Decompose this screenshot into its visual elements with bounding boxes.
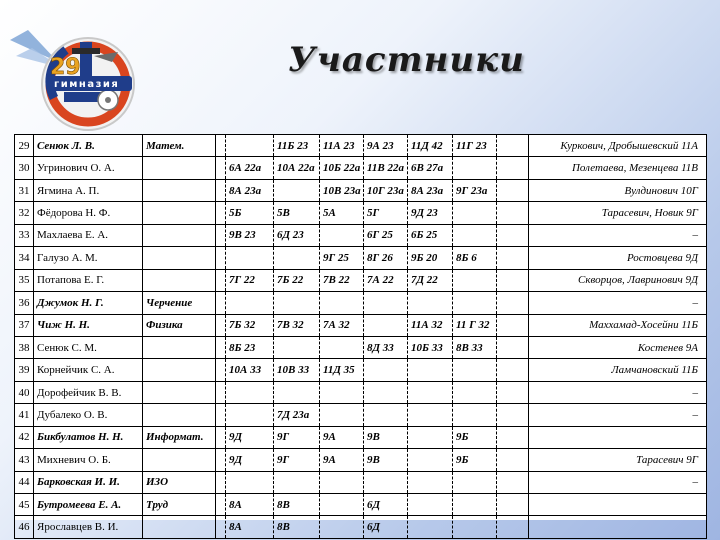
participants-table-sheet (14, 134, 706, 534)
class-cell (453, 202, 497, 224)
spacer-cell (497, 224, 529, 246)
class-cell (453, 404, 497, 426)
spacer-cell (497, 426, 529, 448)
teacher-name: Барковская И. И. (34, 471, 143, 493)
class-cell (453, 292, 497, 314)
table-row (15, 247, 707, 269)
class-cell: 7А 22 (364, 269, 408, 291)
class-cell (320, 471, 364, 493)
teacher-name: Махлаева Е. А. (34, 224, 143, 246)
class-cell (364, 381, 408, 403)
class-cell: 11Г 23 (453, 135, 497, 157)
spacer-cell (216, 516, 226, 538)
subject: ИЗО (143, 471, 216, 493)
class-cell (226, 292, 274, 314)
row-number: 45 (15, 494, 34, 516)
row-number: 36 (15, 292, 34, 314)
class-cell: 10Г 23а (364, 179, 408, 201)
class-cell (408, 292, 453, 314)
table-row (15, 381, 707, 403)
class-cell (320, 381, 364, 403)
class-cell: 10А 33 (226, 359, 274, 381)
class-cell: 11Д 35 (320, 359, 364, 381)
students-cell: – (529, 224, 707, 246)
class-cell: 11Д 42 (408, 135, 453, 157)
subject: Матем. (143, 135, 216, 157)
class-cell: 10В 23а (320, 179, 364, 201)
class-cell: 8А (226, 516, 274, 538)
row-number: 41 (15, 404, 34, 426)
spacer-cell (216, 179, 226, 201)
class-cell: 9В (364, 426, 408, 448)
class-cell (453, 471, 497, 493)
spacer-cell (497, 336, 529, 358)
spacer-cell (497, 404, 529, 426)
class-cell: 9Б (453, 426, 497, 448)
subject (143, 269, 216, 291)
teacher-name: Потапова Е. Г. (34, 269, 143, 291)
teacher-name: Угринович О. А. (34, 157, 143, 179)
class-cell: 6Б 25 (408, 224, 453, 246)
spacer-cell (216, 359, 226, 381)
class-cell (364, 314, 408, 336)
class-cell: 6А 22а (226, 157, 274, 179)
row-number: 35 (15, 269, 34, 291)
class-cell: 8В (274, 494, 320, 516)
students-cell (529, 426, 707, 448)
subject (143, 224, 216, 246)
subject (143, 247, 216, 269)
row-number: 44 (15, 471, 34, 493)
spacer-cell (216, 471, 226, 493)
students-cell: – (529, 292, 707, 314)
students-cell: Тарасевич 9Г (529, 449, 707, 471)
class-cell: 7А 32 (320, 314, 364, 336)
class-cell: 9Б (453, 449, 497, 471)
class-cell: 9А 23 (364, 135, 408, 157)
spacer-cell (216, 202, 226, 224)
class-cell: 8Б 6 (453, 247, 497, 269)
spacer-cell (216, 336, 226, 358)
class-cell: 7Б 22 (274, 269, 320, 291)
teacher-name: Бикбулатов Н. Н. (34, 426, 143, 448)
spacer-cell (216, 157, 226, 179)
teacher-name: Галузо А. М. (34, 247, 143, 269)
subject (143, 202, 216, 224)
spacer-cell (216, 381, 226, 403)
svg-text:29: 29 (50, 55, 81, 80)
class-cell (226, 471, 274, 493)
class-cell (226, 404, 274, 426)
table-row (15, 516, 707, 538)
students-cell: Ламчановский 11Б (529, 359, 707, 381)
row-number: 29 (15, 135, 34, 157)
table-row (15, 202, 707, 224)
class-cell (408, 449, 453, 471)
class-cell (408, 426, 453, 448)
class-cell: 11В 22а (364, 157, 408, 179)
students-cell: – (529, 404, 707, 426)
spacer-cell (497, 381, 529, 403)
class-cell: 11А 32 (408, 314, 453, 336)
class-cell: 6Г 25 (364, 224, 408, 246)
row-number: 43 (15, 449, 34, 471)
participants-table (14, 134, 707, 539)
students-cell: – (529, 381, 707, 403)
students-cell: Костенев 9А (529, 336, 707, 358)
row-number: 46 (15, 516, 34, 538)
table-row (15, 179, 707, 201)
class-cell: 9Г 23а (453, 179, 497, 201)
class-cell (408, 404, 453, 426)
table-row (15, 359, 707, 381)
class-cell: 5А (320, 202, 364, 224)
teacher-name: Дорофейчик В. В. (34, 381, 143, 403)
spacer-cell (497, 157, 529, 179)
class-cell: 9Д (226, 449, 274, 471)
class-cell: 9Г (274, 449, 320, 471)
class-cell: 9Г 25 (320, 247, 364, 269)
students-cell: – (529, 471, 707, 493)
spacer-cell (497, 314, 529, 336)
teacher-name: Корнейчик С. А. (34, 359, 143, 381)
class-cell: 11Б 23 (274, 135, 320, 157)
class-cell: 5Г (364, 202, 408, 224)
teacher-name: Ягмина А. П. (34, 179, 143, 201)
class-cell: 9Б 20 (408, 247, 453, 269)
table-row (15, 269, 707, 291)
class-cell: 9В 23 (226, 224, 274, 246)
class-cell (320, 516, 364, 538)
spacer-cell (216, 449, 226, 471)
class-cell: 9А (320, 449, 364, 471)
spacer-cell (497, 269, 529, 291)
spacer-cell (216, 292, 226, 314)
subject (143, 336, 216, 358)
students-cell: Полетаева, Мезенцева 11В (529, 157, 707, 179)
teacher-name: Сенюк Л. В. (34, 135, 143, 157)
row-number: 39 (15, 359, 34, 381)
spacer-cell (216, 494, 226, 516)
subject (143, 516, 216, 538)
class-cell: 8Б 23 (226, 336, 274, 358)
class-cell (453, 359, 497, 381)
teacher-name: Чиж Н. Н. (34, 314, 143, 336)
class-cell: 7Д 22 (408, 269, 453, 291)
spacer-cell (497, 359, 529, 381)
class-cell (364, 292, 408, 314)
spacer-cell (216, 269, 226, 291)
class-cell: 9Д (226, 426, 274, 448)
class-cell (408, 359, 453, 381)
class-cell: 8Г 26 (364, 247, 408, 269)
class-cell (226, 135, 274, 157)
class-cell: 11 Г 32 (453, 314, 497, 336)
class-cell (274, 247, 320, 269)
spacer-cell (216, 426, 226, 448)
class-cell (320, 404, 364, 426)
subject (143, 157, 216, 179)
subject: Информат. (143, 426, 216, 448)
teacher-name: Джумок Н. Г. (34, 292, 143, 314)
students-cell (529, 516, 707, 538)
class-cell: 6Д 23 (274, 224, 320, 246)
spacer-cell (216, 224, 226, 246)
class-cell: 8Д 33 (364, 336, 408, 358)
spacer-cell (497, 516, 529, 538)
spacer-cell (497, 449, 529, 471)
class-cell: 10Б 22а (320, 157, 364, 179)
spacer-cell (497, 471, 529, 493)
subject: Труд (143, 494, 216, 516)
subject (143, 449, 216, 471)
spacer-cell (497, 494, 529, 516)
table-row (15, 135, 707, 157)
table-row (15, 224, 707, 246)
students-cell: Вулдинович 10Г (529, 179, 707, 201)
class-cell (364, 404, 408, 426)
subject (143, 404, 216, 426)
students-cell: Скворцов, Лавринович 9Д (529, 269, 707, 291)
class-cell (453, 269, 497, 291)
spacer-cell (497, 247, 529, 269)
table-row (15, 404, 707, 426)
class-cell (274, 292, 320, 314)
teacher-name: Михневич О. Б. (34, 449, 143, 471)
teacher-name: Ярославцев В. И. (34, 516, 143, 538)
row-number: 34 (15, 247, 34, 269)
subject: Физика (143, 314, 216, 336)
class-cell (453, 224, 497, 246)
class-cell: 7В 32 (274, 314, 320, 336)
svg-text:гимназия: гимназия (54, 79, 120, 90)
students-cell: Тарасевич, Новик 9Г (529, 202, 707, 224)
students-cell (529, 494, 707, 516)
class-cell (408, 471, 453, 493)
class-cell: 11А 23 (320, 135, 364, 157)
class-cell (453, 516, 497, 538)
table-row (15, 292, 707, 314)
students-cell: Маххамад-Хосейни 11Б (529, 314, 707, 336)
class-cell: 7Д 23а (274, 404, 320, 426)
class-cell (274, 336, 320, 358)
class-cell: 9Д 23 (408, 202, 453, 224)
table-row (15, 426, 707, 448)
class-cell: 10Б 33 (408, 336, 453, 358)
table-row (15, 494, 707, 516)
table-row (15, 449, 707, 471)
class-cell (320, 494, 364, 516)
class-cell (320, 224, 364, 246)
class-cell (320, 336, 364, 358)
row-number: 32 (15, 202, 34, 224)
class-cell (453, 157, 497, 179)
class-cell (274, 381, 320, 403)
class-cell: 9А (320, 426, 364, 448)
table-row (15, 471, 707, 493)
class-cell (408, 381, 453, 403)
spacer-cell (497, 135, 529, 157)
table-row (15, 336, 707, 358)
class-cell: 6Д (364, 494, 408, 516)
class-cell (274, 179, 320, 201)
row-number: 30 (15, 157, 34, 179)
class-cell: 10А 22а (274, 157, 320, 179)
class-cell: 8А (226, 494, 274, 516)
subject (143, 359, 216, 381)
class-cell: 9Г (274, 426, 320, 448)
class-cell: 5Б (226, 202, 274, 224)
class-cell: 5В (274, 202, 320, 224)
class-cell: 7В 22 (320, 269, 364, 291)
page-title: Участники (288, 40, 525, 80)
class-cell: 8А 23а (226, 179, 274, 201)
row-number: 31 (15, 179, 34, 201)
spacer-cell (216, 247, 226, 269)
class-cell: 6В 27а (408, 157, 453, 179)
class-cell (364, 471, 408, 493)
class-cell (408, 516, 453, 538)
spacer-cell (497, 292, 529, 314)
spacer-cell (216, 404, 226, 426)
spacer-cell (216, 135, 226, 157)
row-number: 40 (15, 381, 34, 403)
class-cell (226, 381, 274, 403)
students-cell: Ростовцева 9Д (529, 247, 707, 269)
teacher-name: Фёдорова Н. Ф. (34, 202, 143, 224)
subject (143, 381, 216, 403)
teacher-name: Бутромеева Е. А. (34, 494, 143, 516)
class-cell (320, 292, 364, 314)
spacer-cell (497, 179, 529, 201)
class-cell (453, 381, 497, 403)
table-row (15, 314, 707, 336)
spacer-cell (216, 314, 226, 336)
class-cell: 8В (274, 516, 320, 538)
row-number: 37 (15, 314, 34, 336)
class-cell: 8В 33 (453, 336, 497, 358)
class-cell: 7Г 22 (226, 269, 274, 291)
students-cell: Куркович, Дробышевский 11А (529, 135, 707, 157)
class-cell: 10В 33 (274, 359, 320, 381)
class-cell: 9В (364, 449, 408, 471)
row-number: 42 (15, 426, 34, 448)
class-cell (453, 494, 497, 516)
class-cell (226, 247, 274, 269)
class-cell: 6Д (364, 516, 408, 538)
class-cell (274, 471, 320, 493)
class-cell (364, 359, 408, 381)
row-number: 38 (15, 336, 34, 358)
teacher-name: Сенюк С. М. (34, 336, 143, 358)
teacher-name: Дубалеко О. В. (34, 404, 143, 426)
class-cell (408, 494, 453, 516)
table-row (15, 157, 707, 179)
class-cell: 8А 23а (408, 179, 453, 201)
spacer-cell (497, 202, 529, 224)
class-cell: 7Б 32 (226, 314, 274, 336)
subject: Черчение (143, 292, 216, 314)
gymnasium-29-logo (6, 12, 156, 132)
row-number: 33 (15, 224, 34, 246)
subject (143, 179, 216, 201)
